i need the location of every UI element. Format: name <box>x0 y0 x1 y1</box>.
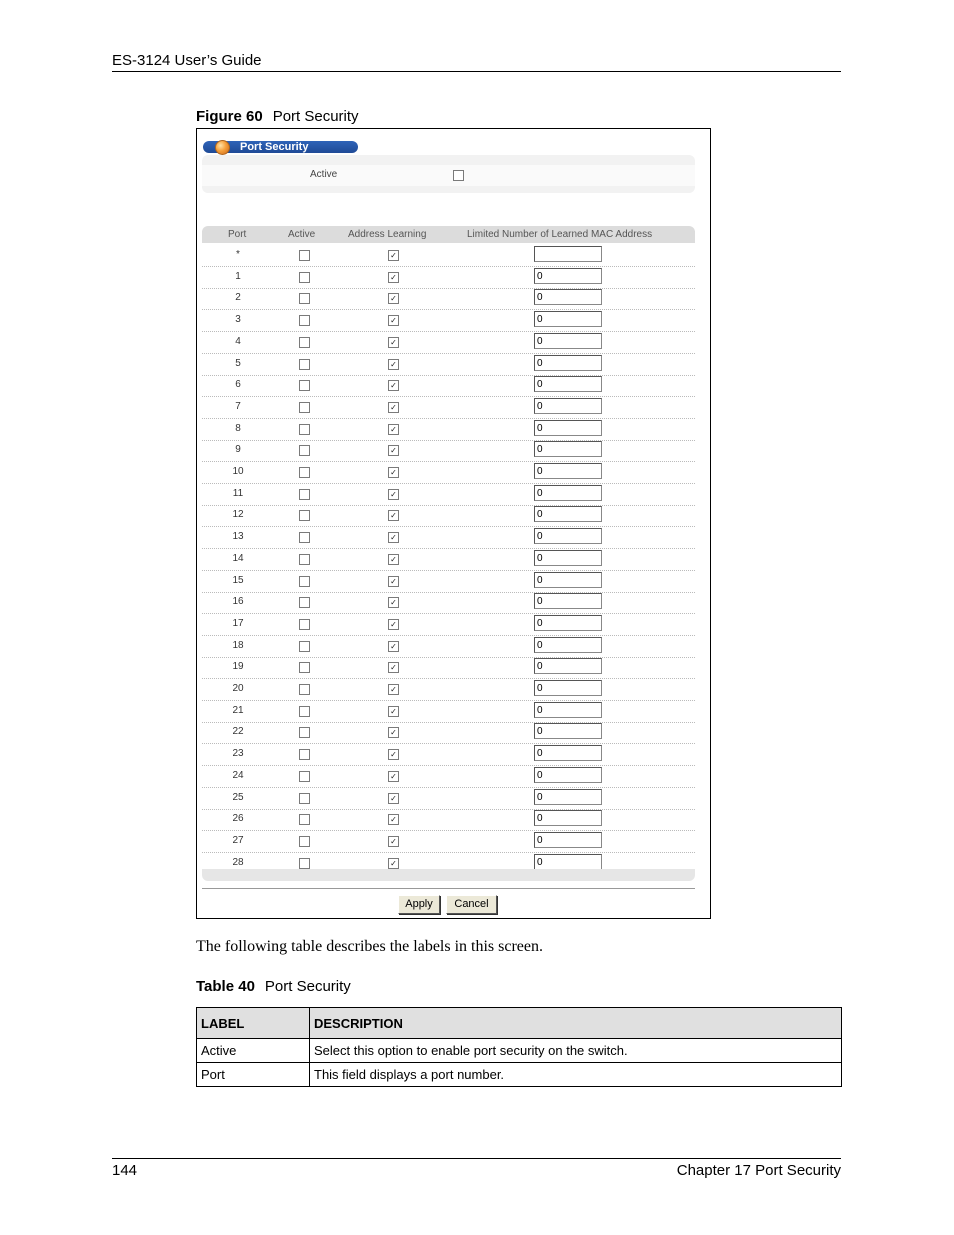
figure-label: Figure 60 <box>196 108 263 125</box>
port-active-checkbox[interactable] <box>299 532 310 543</box>
mac-limit-input[interactable]: 0 <box>534 528 602 544</box>
port-number: 17 <box>232 617 244 629</box>
mac-limit-input[interactable]: 0 <box>534 680 602 696</box>
page-number: 144 <box>112 1162 138 1179</box>
mac-limit-input[interactable]: 0 <box>534 420 602 436</box>
table-row <box>202 548 695 571</box>
port-active-checkbox[interactable] <box>299 684 310 695</box>
mac-limit-input[interactable]: 0 <box>534 658 602 674</box>
header-rule <box>112 71 841 72</box>
port-active-checkbox[interactable] <box>299 380 310 391</box>
mac-limit-input[interactable]: 0 <box>534 376 602 392</box>
port-number: 18 <box>232 639 244 651</box>
cell-description: This field displays a port number. <box>310 1063 842 1087</box>
table-row <box>202 678 695 701</box>
table-row <box>202 418 695 441</box>
mac-limit-input[interactable]: 0 <box>534 355 602 371</box>
mac-limit-input[interactable] <box>534 246 602 262</box>
orb-icon <box>215 140 230 155</box>
address-learning-checkbox[interactable]: ✓ <box>388 814 399 825</box>
table-row <box>202 700 695 723</box>
address-learning-checkbox[interactable]: ✓ <box>388 510 399 521</box>
table-row <box>202 656 695 679</box>
address-learning-checkbox[interactable]: ✓ <box>388 706 399 717</box>
table-row <box>202 396 695 419</box>
port-number: 1 <box>235 270 241 282</box>
address-learning-checkbox[interactable]: ✓ <box>388 771 399 782</box>
port-active-checkbox[interactable] <box>299 793 310 804</box>
address-learning-checkbox[interactable]: ✓ <box>388 554 399 565</box>
address-learning-checkbox[interactable]: ✓ <box>388 532 399 543</box>
mac-limit-input[interactable]: 0 <box>534 311 602 327</box>
column-header-active: Active <box>288 229 316 240</box>
port-active-checkbox[interactable] <box>299 554 310 565</box>
mac-limit-input[interactable]: 0 <box>534 463 602 479</box>
mac-limit-input[interactable]: 0 <box>534 441 602 457</box>
column-header-limit: Limited Number of Learned MAC Address <box>467 229 653 240</box>
footer-rule <box>112 1158 841 1159</box>
address-learning-checkbox[interactable]: ✓ <box>388 250 399 261</box>
port-number: 11 <box>232 487 244 499</box>
port-number: 22 <box>232 726 244 738</box>
column-header-port: Port <box>228 229 247 240</box>
port-active-checkbox[interactable] <box>299 467 310 478</box>
port-number: 25 <box>232 791 244 803</box>
mac-limit-input[interactable]: 0 <box>534 723 602 739</box>
address-learning-checkbox[interactable]: ✓ <box>388 576 399 587</box>
port-number: 24 <box>232 769 244 781</box>
mac-limit-input[interactable]: 0 <box>534 745 602 761</box>
table-row <box>197 1063 842 1087</box>
address-learning-checkbox[interactable]: ✓ <box>388 337 399 348</box>
table-row <box>202 461 695 484</box>
table-caption <box>196 978 351 995</box>
address-learning-checkbox[interactable]: ✓ <box>388 727 399 738</box>
mac-limit-input[interactable]: 0 <box>534 832 602 848</box>
table-row <box>202 309 695 332</box>
port-number: 16 <box>232 596 244 608</box>
apply-button[interactable]: Apply <box>398 895 440 914</box>
running-header: ES-3124 User’s Guide <box>112 52 262 69</box>
table-row <box>202 765 695 788</box>
mac-limit-input[interactable]: 0 <box>534 268 602 284</box>
table-row <box>202 721 695 744</box>
port-number: 8 <box>235 422 241 434</box>
port-number: 7 <box>235 400 241 412</box>
header-label: LABEL <box>197 1008 310 1039</box>
address-learning-checkbox[interactable]: ✓ <box>388 489 399 500</box>
port-number: 2 <box>235 292 241 304</box>
address-learning-checkbox[interactable]: ✓ <box>388 597 399 608</box>
chapter-title: Chapter 17 Port Security <box>676 1162 841 1179</box>
port-active-checkbox[interactable] <box>299 359 310 370</box>
port-number: 3 <box>235 314 241 326</box>
mac-limit-input[interactable]: 0 <box>534 615 602 631</box>
column-header-address-learning: Address Learning <box>348 229 427 240</box>
port-active-checkbox[interactable] <box>299 445 310 456</box>
mac-limit-input[interactable]: 0 <box>534 550 602 566</box>
table-row <box>202 591 695 614</box>
address-learning-checkbox[interactable]: ✓ <box>388 424 399 435</box>
address-learning-checkbox[interactable]: ✓ <box>388 380 399 391</box>
mac-limit-input[interactable]: 0 <box>534 767 602 783</box>
table-row <box>202 808 695 831</box>
port-active-checkbox[interactable] <box>299 727 310 738</box>
port-active-checkbox[interactable] <box>299 662 310 673</box>
port-active-checkbox[interactable] <box>299 814 310 825</box>
mac-limit-input[interactable]: 0 <box>534 289 602 305</box>
table-row <box>202 331 695 354</box>
address-learning-checkbox[interactable]: ✓ <box>388 272 399 283</box>
global-active-panel <box>202 155 695 193</box>
address-learning-checkbox[interactable]: ✓ <box>388 293 399 304</box>
port-active-checkbox[interactable] <box>299 315 310 326</box>
address-learning-checkbox[interactable]: ✓ <box>388 662 399 673</box>
port-number: 10 <box>232 466 244 477</box>
port-number: 13 <box>232 531 244 543</box>
port-active-checkbox[interactable] <box>299 836 310 847</box>
address-learning-checkbox[interactable]: ✓ <box>388 836 399 847</box>
table-row <box>202 526 695 549</box>
port-active-checkbox[interactable] <box>299 706 310 717</box>
port-number: 19 <box>232 661 244 673</box>
table-row <box>202 830 695 853</box>
port-active-checkbox[interactable] <box>299 424 310 435</box>
port-active-checkbox[interactable] <box>299 489 310 500</box>
port-active-checkbox[interactable] <box>299 250 310 261</box>
global-active-checkbox[interactable] <box>453 170 464 181</box>
port-active-checkbox[interactable] <box>299 771 310 782</box>
address-learning-checkbox[interactable]: ✓ <box>388 858 399 869</box>
port-number: 23 <box>232 748 244 760</box>
table-row <box>202 787 695 810</box>
address-learning-checkbox[interactable]: ✓ <box>388 315 399 326</box>
cell-description: Select this option to enable port security on the switch. <box>310 1039 842 1063</box>
port-number: 14 <box>232 552 244 564</box>
address-learning-checkbox[interactable]: ✓ <box>388 619 399 630</box>
mac-limit-input[interactable]: 0 <box>534 702 602 718</box>
port-number: 5 <box>235 357 241 369</box>
port-active-checkbox[interactable] <box>299 293 310 304</box>
port-number: 28 <box>232 856 244 868</box>
table-row <box>197 1039 842 1063</box>
global-active-label: Active <box>310 169 338 180</box>
address-learning-checkbox[interactable]: ✓ <box>388 641 399 652</box>
port-active-checkbox[interactable] <box>299 858 310 869</box>
port-security-screen <box>196 128 711 919</box>
table-row <box>202 287 695 310</box>
port-active-checkbox[interactable] <box>299 619 310 630</box>
table-row <box>202 266 695 289</box>
table-row <box>202 570 695 593</box>
cell-label: Port <box>197 1063 310 1087</box>
table-row <box>202 635 695 658</box>
mac-limit-input[interactable]: 0 <box>534 789 602 805</box>
port-number: * <box>236 249 240 260</box>
table-row <box>202 743 695 766</box>
mac-limit-input[interactable]: 0 <box>534 810 602 826</box>
description-table <box>196 1007 842 1087</box>
mac-limit-input[interactable]: 0 <box>534 593 602 609</box>
port-number: 26 <box>232 813 244 825</box>
table-row <box>202 439 695 462</box>
table-row <box>202 244 695 267</box>
port-active-checkbox[interactable] <box>299 337 310 348</box>
table-row <box>202 613 695 636</box>
port-number: 12 <box>232 509 244 521</box>
address-learning-checkbox[interactable]: ✓ <box>388 684 399 695</box>
address-learning-checkbox[interactable]: ✓ <box>388 359 399 370</box>
mac-limit-input[interactable]: 0 <box>534 637 602 653</box>
port-active-checkbox[interactable] <box>299 749 310 760</box>
port-active-checkbox[interactable] <box>299 272 310 283</box>
port-number: 6 <box>235 379 241 391</box>
table-row <box>202 353 695 376</box>
port-active-checkbox[interactable] <box>299 576 310 587</box>
mac-limit-input[interactable]: 0 <box>534 572 602 588</box>
figure-caption <box>196 108 359 125</box>
port-number: 4 <box>235 335 241 347</box>
body-paragraph: The following table describes the labels in this screen. <box>196 938 544 955</box>
mac-limit-input[interactable]: 0 <box>534 333 602 349</box>
port-active-checkbox[interactable] <box>299 641 310 652</box>
port-active-checkbox[interactable] <box>299 402 310 413</box>
screen-title: Port Security <box>240 141 309 153</box>
mac-limit-input[interactable]: 0 <box>534 854 602 870</box>
table-header-row <box>197 1008 842 1039</box>
port-number: 15 <box>232 574 244 586</box>
port-number: 9 <box>235 444 241 456</box>
figure-title: Port Security <box>272 108 359 125</box>
port-number: 21 <box>232 704 244 716</box>
address-learning-checkbox[interactable]: ✓ <box>388 467 399 478</box>
button-divider <box>202 888 695 889</box>
address-learning-checkbox[interactable]: ✓ <box>388 749 399 760</box>
table-row <box>202 483 695 506</box>
mac-limit-input[interactable]: 0 <box>534 398 602 414</box>
mac-limit-input[interactable]: 0 <box>534 506 602 522</box>
mac-limit-input[interactable]: 0 <box>534 485 602 501</box>
cell-label: Active <box>197 1039 310 1063</box>
table-row <box>202 504 695 527</box>
cancel-button[interactable]: Cancel <box>446 895 497 914</box>
port-active-checkbox[interactable] <box>299 510 310 521</box>
table-footer-bar <box>202 869 695 881</box>
address-learning-checkbox[interactable]: ✓ <box>388 793 399 804</box>
table-row <box>202 374 695 397</box>
address-learning-checkbox[interactable]: ✓ <box>388 445 399 456</box>
port-number: 20 <box>232 683 244 694</box>
table-label: Table 40 <box>196 978 255 995</box>
port-number: 27 <box>232 834 244 846</box>
port-active-checkbox[interactable] <box>299 597 310 608</box>
table-title: Port Security <box>264 978 351 995</box>
address-learning-checkbox[interactable]: ✓ <box>388 402 399 413</box>
header-description: DESCRIPTION <box>310 1008 842 1039</box>
